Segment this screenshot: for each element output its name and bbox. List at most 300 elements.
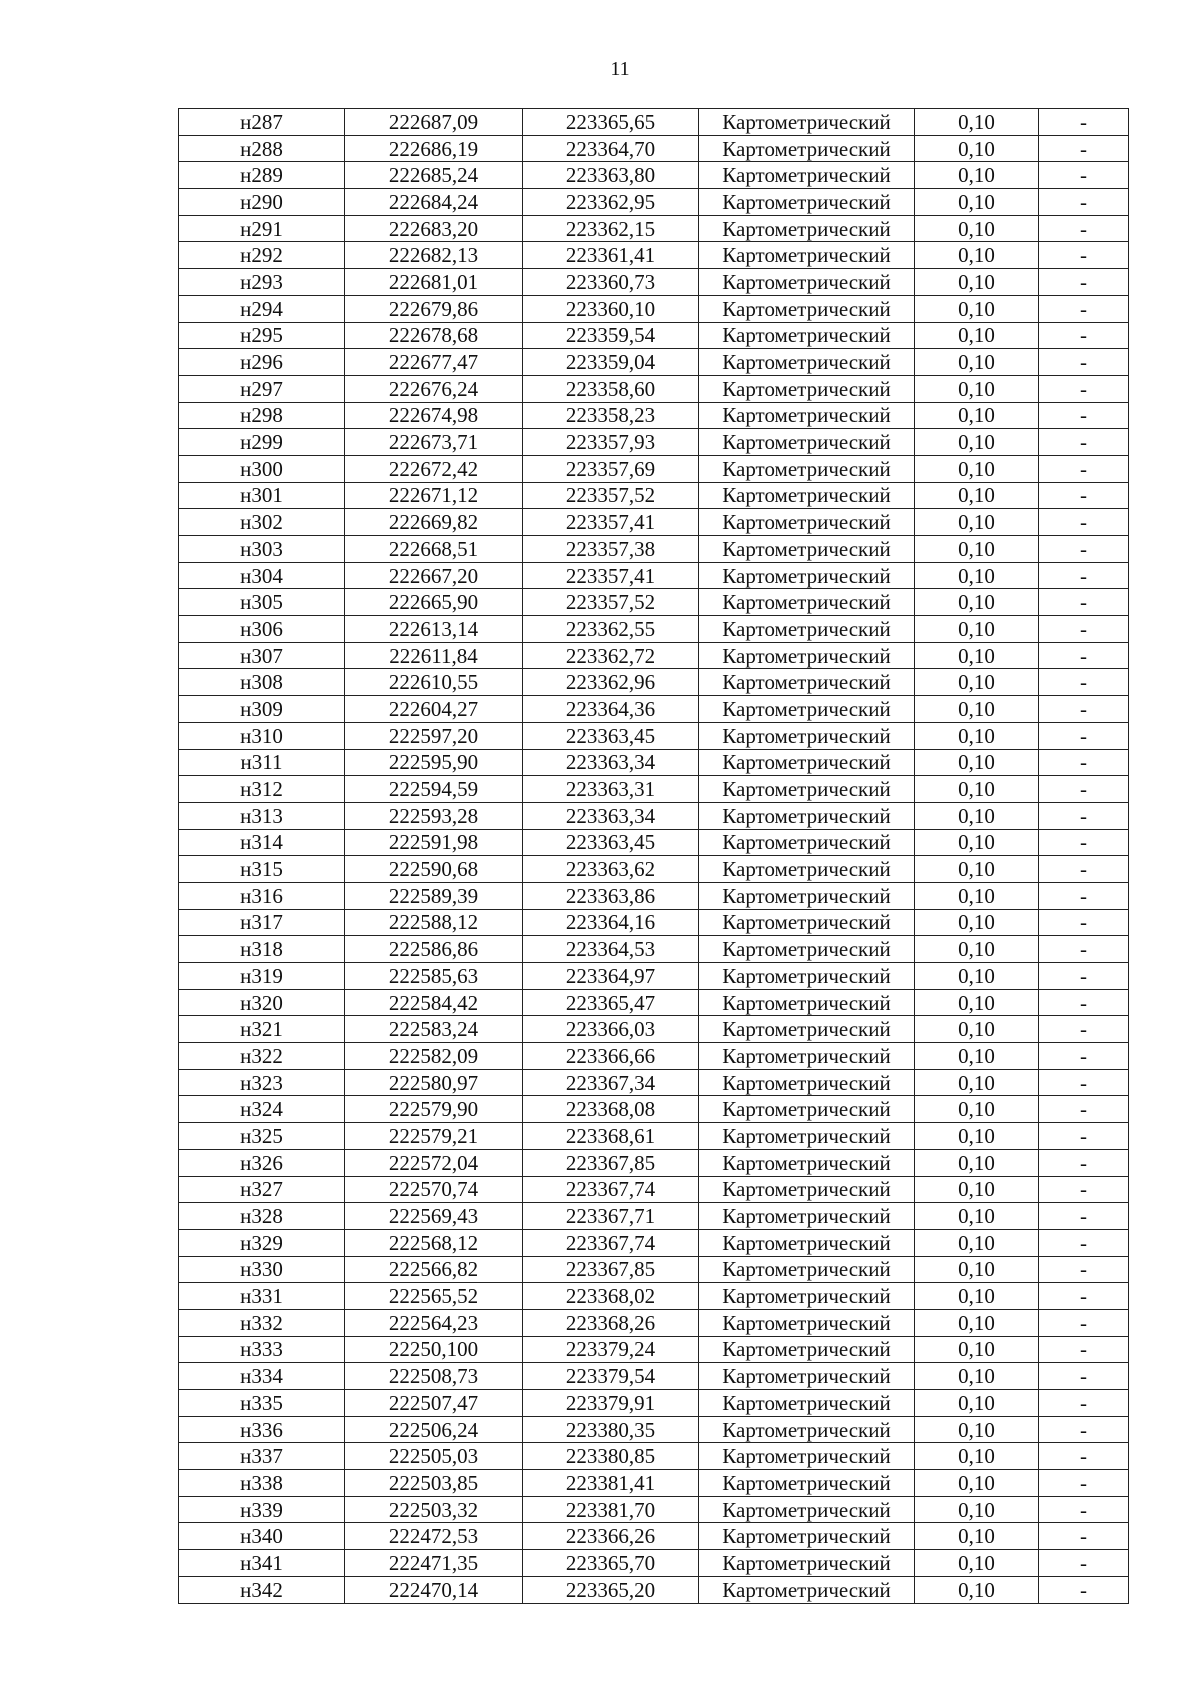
y-coordinate-cell: 223367,71 (523, 1203, 699, 1230)
accuracy-cell: 0,10 (915, 295, 1039, 322)
description-cell: - (1039, 802, 1129, 829)
method-cell: Картометрический (699, 482, 915, 509)
description-cell: - (1039, 989, 1129, 1016)
method-cell: Картометрический (699, 1496, 915, 1523)
description-cell: - (1039, 909, 1129, 936)
description-cell: - (1039, 322, 1129, 349)
y-coordinate-cell: 223367,74 (523, 1176, 699, 1203)
table-row (179, 749, 1129, 776)
table-row (179, 322, 1129, 349)
method-cell: Картометрический (699, 1283, 915, 1310)
description-cell: - (1039, 402, 1129, 429)
table-row (179, 882, 1129, 909)
y-coordinate-cell: 223358,23 (523, 402, 699, 429)
x-coordinate-cell: 222582,09 (345, 1043, 523, 1070)
description-cell: - (1039, 1390, 1129, 1417)
point-id-cell: н307 (179, 642, 345, 669)
accuracy-cell: 0,10 (915, 1576, 1039, 1603)
y-coordinate-cell: 223357,41 (523, 509, 699, 536)
accuracy-cell: 0,10 (915, 909, 1039, 936)
accuracy-cell: 0,10 (915, 1256, 1039, 1283)
table-row (179, 455, 1129, 482)
y-coordinate-cell: 223362,15 (523, 215, 699, 242)
table-row (179, 562, 1129, 589)
description-cell: - (1039, 856, 1129, 883)
x-coordinate-cell: 222503,32 (345, 1496, 523, 1523)
method-cell: Картометрический (699, 1523, 915, 1550)
accuracy-cell: 0,10 (915, 1043, 1039, 1070)
accuracy-cell: 0,10 (915, 722, 1039, 749)
accuracy-cell: 0,10 (915, 1363, 1039, 1390)
y-coordinate-cell: 223360,73 (523, 269, 699, 296)
table-row (179, 402, 1129, 429)
accuracy-cell: 0,10 (915, 402, 1039, 429)
y-coordinate-cell: 223360,10 (523, 295, 699, 322)
y-coordinate-cell: 223363,31 (523, 776, 699, 803)
accuracy-cell: 0,10 (915, 375, 1039, 402)
x-coordinate-cell: 222506,24 (345, 1416, 523, 1443)
table-row (179, 829, 1129, 856)
method-cell: Картометрический (699, 1069, 915, 1096)
y-coordinate-cell: 223366,66 (523, 1043, 699, 1070)
accuracy-cell: 0,10 (915, 642, 1039, 669)
y-coordinate-cell: 223365,65 (523, 109, 699, 136)
accuracy-cell: 0,10 (915, 589, 1039, 616)
accuracy-cell: 0,10 (915, 802, 1039, 829)
method-cell: Картометрический (699, 295, 915, 322)
table-row (179, 1336, 1129, 1363)
x-coordinate-cell: 222470,14 (345, 1576, 523, 1603)
accuracy-cell: 0,10 (915, 1416, 1039, 1443)
x-coordinate-cell: 222668,51 (345, 536, 523, 563)
accuracy-cell: 0,10 (915, 856, 1039, 883)
y-coordinate-cell: 223368,61 (523, 1123, 699, 1150)
x-coordinate-cell: 222586,86 (345, 936, 523, 963)
y-coordinate-cell: 223363,34 (523, 802, 699, 829)
method-cell: Картометрический (699, 1016, 915, 1043)
description-cell: - (1039, 135, 1129, 162)
point-id-cell: н293 (179, 269, 345, 296)
x-coordinate-cell: 222566,82 (345, 1256, 523, 1283)
description-cell: - (1039, 722, 1129, 749)
description-cell: - (1039, 1363, 1129, 1390)
description-cell: - (1039, 1203, 1129, 1230)
method-cell: Картометрический (699, 1123, 915, 1150)
accuracy-cell: 0,10 (915, 1390, 1039, 1417)
y-coordinate-cell: 223364,36 (523, 696, 699, 723)
accuracy-cell: 0,10 (915, 829, 1039, 856)
table-row (179, 1229, 1129, 1256)
accuracy-cell: 0,10 (915, 509, 1039, 536)
table-row (179, 1203, 1129, 1230)
method-cell: Картометрический (699, 642, 915, 669)
accuracy-cell: 0,10 (915, 1149, 1039, 1176)
coordinates-table (178, 108, 1129, 1604)
x-coordinate-cell: 222604,27 (345, 696, 523, 723)
y-coordinate-cell: 223358,60 (523, 375, 699, 402)
table-row (179, 1443, 1129, 1470)
method-cell: Картометрический (699, 162, 915, 189)
x-coordinate-cell: 222572,04 (345, 1149, 523, 1176)
x-coordinate-cell: 222682,13 (345, 242, 523, 269)
y-coordinate-cell: 223362,95 (523, 189, 699, 216)
table-row (179, 215, 1129, 242)
x-coordinate-cell: 222665,90 (345, 589, 523, 616)
method-cell: Картометрический (699, 242, 915, 269)
point-id-cell: н314 (179, 829, 345, 856)
description-cell: - (1039, 1016, 1129, 1043)
table-row (179, 429, 1129, 456)
y-coordinate-cell: 223367,34 (523, 1069, 699, 1096)
method-cell: Картометрический (699, 1229, 915, 1256)
accuracy-cell: 0,10 (915, 1336, 1039, 1363)
x-coordinate-cell: 222569,43 (345, 1203, 523, 1230)
table-row (179, 242, 1129, 269)
description-cell: - (1039, 349, 1129, 376)
x-coordinate-cell: 222674,98 (345, 402, 523, 429)
x-coordinate-cell: 222594,59 (345, 776, 523, 803)
description-cell: - (1039, 1576, 1129, 1603)
x-coordinate-cell: 222503,85 (345, 1470, 523, 1497)
point-id-cell: н306 (179, 616, 345, 643)
table-row (179, 1470, 1129, 1497)
description-cell: - (1039, 536, 1129, 563)
x-coordinate-cell: 222583,24 (345, 1016, 523, 1043)
description-cell: - (1039, 269, 1129, 296)
point-id-cell: н300 (179, 455, 345, 482)
description-cell: - (1039, 696, 1129, 723)
point-id-cell: н295 (179, 322, 345, 349)
method-cell: Картометрический (699, 963, 915, 990)
method-cell: Картометрический (699, 1043, 915, 1070)
x-coordinate-cell: 222613,14 (345, 616, 523, 643)
x-coordinate-cell: 222472,53 (345, 1523, 523, 1550)
point-id-cell: н310 (179, 722, 345, 749)
x-coordinate-cell: 222579,21 (345, 1123, 523, 1150)
y-coordinate-cell: 223362,96 (523, 669, 699, 696)
table-row (179, 1309, 1129, 1336)
point-id-cell: н340 (179, 1523, 345, 1550)
y-coordinate-cell: 223368,08 (523, 1096, 699, 1123)
table-row (179, 989, 1129, 1016)
table-row (179, 776, 1129, 803)
point-id-cell: н317 (179, 909, 345, 936)
accuracy-cell: 0,10 (915, 669, 1039, 696)
description-cell: - (1039, 589, 1129, 616)
x-coordinate-cell: 222568,12 (345, 1229, 523, 1256)
accuracy-cell: 0,10 (915, 1550, 1039, 1577)
table-row (179, 909, 1129, 936)
description-cell: - (1039, 429, 1129, 456)
description-cell: - (1039, 829, 1129, 856)
x-coordinate-cell: 222570,74 (345, 1176, 523, 1203)
point-id-cell: н325 (179, 1123, 345, 1150)
y-coordinate-cell: 223359,54 (523, 322, 699, 349)
point-id-cell: н320 (179, 989, 345, 1016)
table-row (179, 589, 1129, 616)
y-coordinate-cell: 223365,20 (523, 1576, 699, 1603)
description-cell: - (1039, 1176, 1129, 1203)
x-coordinate-cell: 222686,19 (345, 135, 523, 162)
method-cell: Картометрический (699, 722, 915, 749)
table-row (179, 1496, 1129, 1523)
accuracy-cell: 0,10 (915, 1496, 1039, 1523)
method-cell: Картометрический (699, 1176, 915, 1203)
accuracy-cell: 0,10 (915, 696, 1039, 723)
table-row (179, 1043, 1129, 1070)
description-cell: - (1039, 162, 1129, 189)
point-id-cell: н322 (179, 1043, 345, 1070)
x-coordinate-cell: 222677,47 (345, 349, 523, 376)
y-coordinate-cell: 223368,02 (523, 1283, 699, 1310)
accuracy-cell: 0,10 (915, 1016, 1039, 1043)
point-id-cell: н292 (179, 242, 345, 269)
description-cell: - (1039, 215, 1129, 242)
x-coordinate-cell: 222580,97 (345, 1069, 523, 1096)
table-row (179, 1363, 1129, 1390)
method-cell: Картометрический (699, 1336, 915, 1363)
point-id-cell: н335 (179, 1390, 345, 1417)
method-cell: Картометрический (699, 1256, 915, 1283)
accuracy-cell: 0,10 (915, 1523, 1039, 1550)
accuracy-cell: 0,10 (915, 963, 1039, 990)
x-coordinate-cell: 222507,47 (345, 1390, 523, 1417)
description-cell: - (1039, 1443, 1129, 1470)
point-id-cell: н321 (179, 1016, 345, 1043)
x-coordinate-cell: 222584,42 (345, 989, 523, 1016)
description-cell: - (1039, 669, 1129, 696)
table-row (179, 802, 1129, 829)
accuracy-cell: 0,10 (915, 482, 1039, 509)
description-cell: - (1039, 455, 1129, 482)
table-row (179, 1069, 1129, 1096)
method-cell: Картометрический (699, 776, 915, 803)
accuracy-cell: 0,10 (915, 1229, 1039, 1256)
page-number: 11 (610, 58, 630, 80)
x-coordinate-cell: 222590,68 (345, 856, 523, 883)
description-cell: - (1039, 1523, 1129, 1550)
y-coordinate-cell: 223381,70 (523, 1496, 699, 1523)
point-id-cell: н338 (179, 1470, 345, 1497)
point-id-cell: н287 (179, 109, 345, 136)
point-id-cell: н289 (179, 162, 345, 189)
x-coordinate-cell: 222610,55 (345, 669, 523, 696)
description-cell: - (1039, 1309, 1129, 1336)
table-row (179, 1123, 1129, 1150)
x-coordinate-cell: 222591,98 (345, 829, 523, 856)
x-coordinate-cell: 222508,73 (345, 1363, 523, 1390)
method-cell: Картометрический (699, 882, 915, 909)
y-coordinate-cell: 223364,16 (523, 909, 699, 936)
x-coordinate-cell: 222684,24 (345, 189, 523, 216)
method-cell: Картометрический (699, 322, 915, 349)
accuracy-cell: 0,10 (915, 536, 1039, 563)
x-coordinate-cell: 222588,12 (345, 909, 523, 936)
method-cell: Картометрический (699, 829, 915, 856)
method-cell: Картометрический (699, 802, 915, 829)
y-coordinate-cell: 223365,47 (523, 989, 699, 1016)
table-row (179, 1256, 1129, 1283)
method-cell: Картометрический (699, 509, 915, 536)
table-row (179, 1416, 1129, 1443)
accuracy-cell: 0,10 (915, 1203, 1039, 1230)
y-coordinate-cell: 223363,45 (523, 829, 699, 856)
method-cell: Картометрический (699, 909, 915, 936)
x-coordinate-cell: 222676,24 (345, 375, 523, 402)
point-id-cell: н316 (179, 882, 345, 909)
x-coordinate-cell: 222593,28 (345, 802, 523, 829)
method-cell: Картометрический (699, 616, 915, 643)
accuracy-cell: 0,10 (915, 616, 1039, 643)
method-cell: Картометрический (699, 669, 915, 696)
table-row (179, 189, 1129, 216)
x-coordinate-cell: 222667,20 (345, 562, 523, 589)
x-coordinate-cell: 222595,90 (345, 749, 523, 776)
method-cell: Картометрический (699, 135, 915, 162)
table-row (179, 1390, 1129, 1417)
method-cell: Картометрический (699, 1416, 915, 1443)
y-coordinate-cell: 223379,24 (523, 1336, 699, 1363)
point-id-cell: н311 (179, 749, 345, 776)
description-cell: - (1039, 1470, 1129, 1497)
point-id-cell: н332 (179, 1309, 345, 1336)
y-coordinate-cell: 223357,38 (523, 536, 699, 563)
x-coordinate-cell: 222597,20 (345, 722, 523, 749)
x-coordinate-cell: 222565,52 (345, 1283, 523, 1310)
accuracy-cell: 0,10 (915, 1309, 1039, 1336)
method-cell: Картометрический (699, 1443, 915, 1470)
description-cell: - (1039, 1416, 1129, 1443)
y-coordinate-cell: 223357,41 (523, 562, 699, 589)
point-id-cell: н290 (179, 189, 345, 216)
y-coordinate-cell: 223380,35 (523, 1416, 699, 1443)
accuracy-cell: 0,10 (915, 562, 1039, 589)
accuracy-cell: 0,10 (915, 455, 1039, 482)
table-row (179, 509, 1129, 536)
method-cell: Картометрический (699, 1149, 915, 1176)
point-id-cell: н328 (179, 1203, 345, 1230)
table-row (179, 616, 1129, 643)
x-coordinate-cell: 222671,12 (345, 482, 523, 509)
accuracy-cell: 0,10 (915, 349, 1039, 376)
accuracy-cell: 0,10 (915, 989, 1039, 1016)
table-row (179, 109, 1129, 136)
point-id-cell: н299 (179, 429, 345, 456)
y-coordinate-cell: 223368,26 (523, 1309, 699, 1336)
y-coordinate-cell: 223367,85 (523, 1256, 699, 1283)
point-id-cell: н339 (179, 1496, 345, 1523)
method-cell: Картометрический (699, 109, 915, 136)
description-cell: - (1039, 1043, 1129, 1070)
y-coordinate-cell: 223364,97 (523, 963, 699, 990)
accuracy-cell: 0,10 (915, 1123, 1039, 1150)
method-cell: Картометрический (699, 936, 915, 963)
point-id-cell: н327 (179, 1176, 345, 1203)
accuracy-cell: 0,10 (915, 109, 1039, 136)
table-row (179, 536, 1129, 563)
method-cell: Картометрический (699, 696, 915, 723)
y-coordinate-cell: 223363,45 (523, 722, 699, 749)
accuracy-cell: 0,10 (915, 242, 1039, 269)
point-id-cell: н319 (179, 963, 345, 990)
table-row (179, 295, 1129, 322)
point-id-cell: н329 (179, 1229, 345, 1256)
table-row (179, 1149, 1129, 1176)
accuracy-cell: 0,10 (915, 1283, 1039, 1310)
point-id-cell: н342 (179, 1576, 345, 1603)
point-id-cell: н324 (179, 1096, 345, 1123)
x-coordinate-cell: 222585,63 (345, 963, 523, 990)
point-id-cell: н309 (179, 696, 345, 723)
description-cell: - (1039, 776, 1129, 803)
description-cell: - (1039, 242, 1129, 269)
point-id-cell: н334 (179, 1363, 345, 1390)
method-cell: Картометрический (699, 589, 915, 616)
description-cell: - (1039, 375, 1129, 402)
x-coordinate-cell: 222673,71 (345, 429, 523, 456)
y-coordinate-cell: 223380,85 (523, 1443, 699, 1470)
point-id-cell: н323 (179, 1069, 345, 1096)
y-coordinate-cell: 223361,41 (523, 242, 699, 269)
y-coordinate-cell: 223366,03 (523, 1016, 699, 1043)
y-coordinate-cell: 223379,54 (523, 1363, 699, 1390)
point-id-cell: н297 (179, 375, 345, 402)
point-id-cell: н301 (179, 482, 345, 509)
description-cell: - (1039, 642, 1129, 669)
y-coordinate-cell: 223367,85 (523, 1149, 699, 1176)
x-coordinate-cell: 222669,82 (345, 509, 523, 536)
accuracy-cell: 0,10 (915, 1176, 1039, 1203)
point-id-cell: н331 (179, 1283, 345, 1310)
method-cell: Картометрический (699, 1203, 915, 1230)
y-coordinate-cell: 223367,74 (523, 1229, 699, 1256)
x-coordinate-cell: 222611,84 (345, 642, 523, 669)
coordinates-table-body (179, 109, 1129, 1604)
point-id-cell: н326 (179, 1149, 345, 1176)
accuracy-cell: 0,10 (915, 162, 1039, 189)
method-cell: Картометрический (699, 349, 915, 376)
table-row (179, 375, 1129, 402)
accuracy-cell: 0,10 (915, 882, 1039, 909)
description-cell: - (1039, 963, 1129, 990)
point-id-cell: н288 (179, 135, 345, 162)
y-coordinate-cell: 223379,91 (523, 1390, 699, 1417)
table-row (179, 1096, 1129, 1123)
x-coordinate-cell: 222687,09 (345, 109, 523, 136)
y-coordinate-cell: 223359,04 (523, 349, 699, 376)
y-coordinate-cell: 223363,62 (523, 856, 699, 883)
description-cell: - (1039, 1550, 1129, 1577)
method-cell: Картометрический (699, 1096, 915, 1123)
method-cell: Картометрический (699, 1550, 915, 1577)
method-cell: Картометрический (699, 402, 915, 429)
point-id-cell: н305 (179, 589, 345, 616)
x-coordinate-cell: 222679,86 (345, 295, 523, 322)
accuracy-cell: 0,10 (915, 269, 1039, 296)
y-coordinate-cell: 223362,55 (523, 616, 699, 643)
description-cell: - (1039, 1069, 1129, 1096)
point-id-cell: н302 (179, 509, 345, 536)
y-coordinate-cell: 223365,70 (523, 1550, 699, 1577)
point-id-cell: н303 (179, 536, 345, 563)
table-row (179, 135, 1129, 162)
x-coordinate-cell: 222678,68 (345, 322, 523, 349)
description-cell: - (1039, 1283, 1129, 1310)
description-cell: - (1039, 936, 1129, 963)
method-cell: Картометрический (699, 856, 915, 883)
point-id-cell: н312 (179, 776, 345, 803)
method-cell: Картометрический (699, 215, 915, 242)
